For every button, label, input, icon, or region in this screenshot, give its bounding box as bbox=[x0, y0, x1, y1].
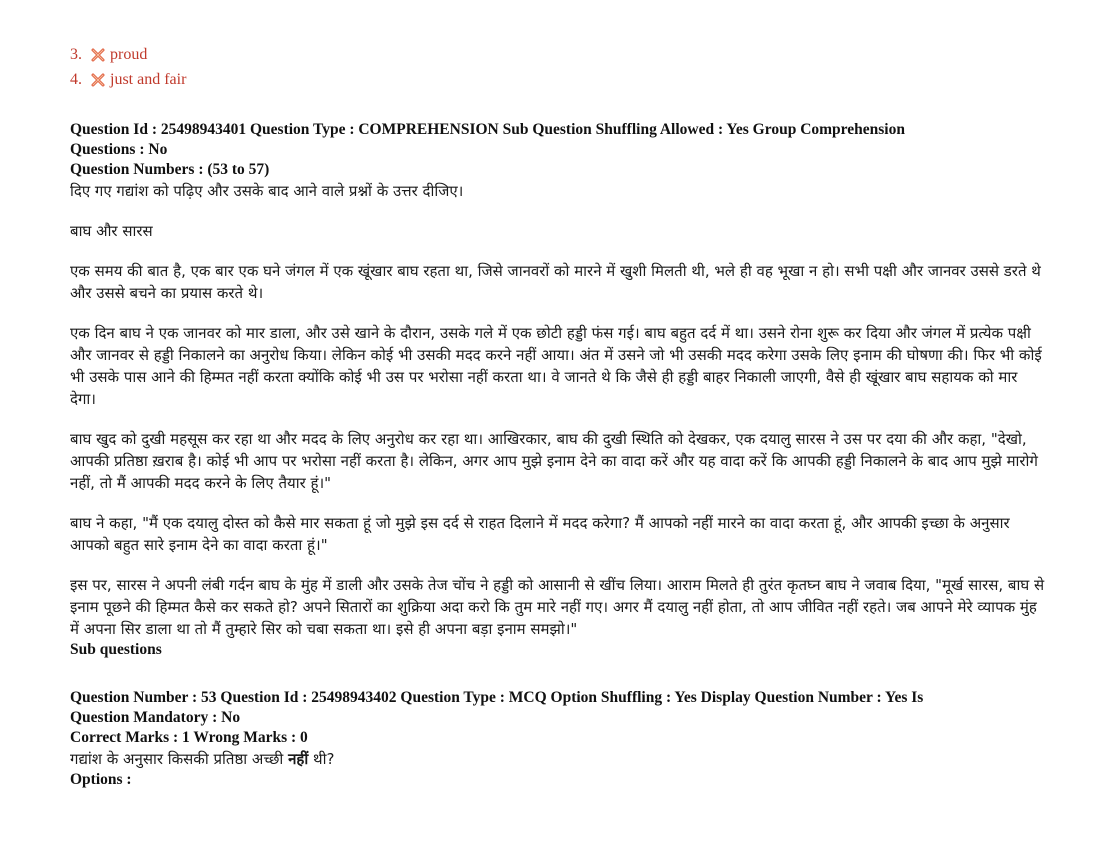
wrong-mark-icon bbox=[90, 72, 106, 88]
question-marks: Correct Marks : 1 Wrong Marks : 0 bbox=[70, 729, 308, 746]
option-text: just and fair bbox=[110, 71, 187, 88]
option-number: 4. bbox=[70, 71, 82, 88]
document-page bbox=[70, 42, 1045, 790]
question-text-emphasis: नहीं bbox=[288, 750, 309, 768]
options-label: Options : bbox=[70, 771, 132, 788]
option-3 bbox=[70, 42, 1045, 67]
question-text-after: थी? bbox=[308, 750, 335, 768]
option-4 bbox=[70, 67, 1045, 92]
question-text-before: गद्यांश के अनुसार किसकी प्रतिष्ठा अच्छी bbox=[70, 750, 289, 768]
instruction-text: दिए गए गद्यांश को पढ़िए और उसके बाद आने वाले प्रश्नों के उत्तर दीजिए। bbox=[70, 182, 464, 200]
option-text: proud bbox=[110, 46, 148, 63]
sub-questions-label: Sub questions bbox=[70, 641, 162, 658]
option-number: 3. bbox=[70, 46, 82, 63]
comprehension-meta-line: Questions : No bbox=[70, 141, 168, 158]
passage-paragraph: बाघ ने कहा, "मैं एक दयालु दोस्त को कैसे मार सकता हूं जो मुझे इस दर्द से राहत दिलाने में मदद करेगा? मैं आपको नहीं मारने का वादा करता हूं, और आपकी इच्छा के अनुसार आपको बहुत सारे इनाम देने का वादा करता हूं।" bbox=[70, 514, 1010, 554]
question-text bbox=[70, 748, 1045, 770]
passage-paragraph: बाघ खुद को दुखी महसूस कर रहा था और मदद के लिए अनुरोध कर रहा था। आखिरकार, बाघ की दुखी स्थिति को देखकर, एक दयालु सारस ने उस पर दया की और कहा, "देखो, आपकी प्रतिष्ठा ख़राब है। कोई भी आप पर भरोसा नहीं करता है। लेकिन, अगर आप मुझे इनाम देने का वादा करें और यह वादा करें कि आपकी हड्डी निकालने के बाद आप मुझे मारोगे नहीं, तो मैं आपकी मदद करने के लिए तैयार हूं।" bbox=[70, 430, 1038, 492]
comprehension-meta-line: Question Id : 25498943401 Question Type : COMPREHENSION Sub Question Shuffling Allowed : Yes Group Comprehension bbox=[70, 121, 905, 138]
passage-paragraph: इस पर, सारस ने अपनी लंबी गर्दन बाघ के मुंह में डाली और उसके तेज चोंच ने हड्डी को आसानी से खींच लिया। आराम मिलते ही तुरंत कृतघ्न बाघ ने जवाब दिया, "मूर्ख सारस, बाघ से इनाम पूछने की हिम्मत कैसे कर सकते हो? अपने सितारों का शुक्रिया अदा करो कि तुम मारे नहीं गए। अगर मैं दयालु नहीं होता, तो आप जीवित नहीं रहते। जब आपने मेरे व्यापक मुंह में अपना सिर डाला था तो मैं तुम्हारे सिर को चबा सकता था। इसे ही अपना बड़ा इनाम समझो।" bbox=[70, 576, 1045, 638]
passage-paragraph: एक समय की बात है, एक बार एक घने जंगल में एक खूंखार बाघ रहता था, जिसे जानवरों को मारने में खुशी मिलती थी, भले ही वह भूखा न हो। सभी पक्षी और जानवर उससे डरते थे और उससे बचने का प्रयास करते थे। bbox=[70, 262, 1041, 302]
question-meta-line: Question Mandatory : No bbox=[70, 709, 241, 726]
wrong-mark-icon bbox=[90, 47, 106, 63]
passage-title: बाघ और सारस bbox=[70, 222, 153, 240]
question-numbers: Question Numbers : (53 to 57) bbox=[70, 161, 270, 178]
passage-paragraph: एक दिन बाघ ने एक जानवर को मार डाला, और उसे खाने के दौरान, उसके गले में एक छोटी हड्डी फंस गई। बाघ बहुत दर्द में था। उसने रोना शुरू कर दिया और जंगल में प्रत्येक पक्षी और जानवर से हड्डी निकालने का अनुरोध किया। लेकिन कोई भी उसकी मदद करने नहीं आया। अंत में उसने जो भी उसकी मदद करेगा उसके लिए इनाम की घोषणा की। फिर भी कोई भी उसके पास आने की हिम्मत नहीं करता क्योंकि कोई भी उस पर भरोसा नहीं करता था। वे जानते थे कि जैसे ही हड्डी बाहर निकाली जाएगी, वैसे ही खूंखार बाघ सहायक को मार देगा। bbox=[70, 324, 1042, 408]
question-meta-line: Question Number : 53 Question Id : 25498943402 Question Type : MCQ Option Shuffling : Yes Display Question Number : Yes Is bbox=[70, 689, 924, 706]
